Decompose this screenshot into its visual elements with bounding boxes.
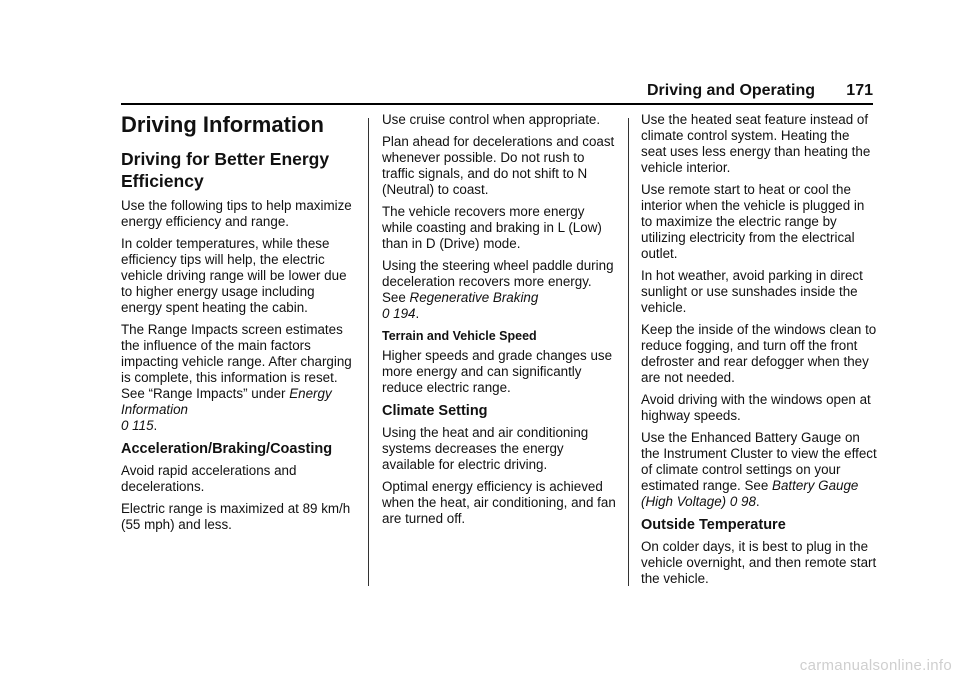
cross-reference-link[interactable]: Battery Gauge (High Voltage) xyxy=(641,478,859,509)
paragraph: Use the Enhanced Battery Gauge on the Instrument Cluster to view the effect of climate control settings on your estimated range. See Battery Gauge (High Voltage) 0 98. xyxy=(641,430,877,509)
paragraph-text: The Range Impacts screen estimates the influence of the main factors impacting vehicle range. After charging is complete, this information is reset. See “Range Impacts” under xyxy=(121,322,352,401)
column-3 xyxy=(641,112,877,593)
subsection-heading: Climate Setting xyxy=(382,403,488,419)
paragraph: The vehicle recovers more energy while coasting and braking in L (Low) than in D (Drive) mode. xyxy=(382,204,602,251)
column-1 xyxy=(121,112,356,539)
paragraph: In colder temperatures, while these efficiency tips will help, the electric vehicle driving range will be lower due to higher energy usage including energy spent heating the cabin. xyxy=(121,236,347,315)
paragraph: Use cruise control when appropriate. xyxy=(382,112,601,127)
chapter-title: Driving Information xyxy=(121,112,324,137)
page-reference[interactable]: 0 115 xyxy=(121,418,154,433)
subsection-heading: Terrain and Vehicle Speed xyxy=(382,329,537,343)
cross-reference-link[interactable]: Energy Information xyxy=(121,386,332,417)
section-title: Driving and Operating xyxy=(646,82,815,99)
cross-reference-link[interactable]: Regenerative Braking xyxy=(409,290,539,305)
page-reference[interactable]: 0 194 xyxy=(382,306,416,321)
paragraph: Using the steering wheel paddle during deceleration recovers more energy. See Regenerative Braking 0 194. xyxy=(382,258,614,321)
paragraph: Electric range is maximized at 89 km/h (55 mph) and less. xyxy=(121,501,351,532)
paragraph: Avoid rapid accelerations and decelerations. xyxy=(121,463,297,494)
paragraph: The Range Impacts screen estimates the influence of the main factors impacting vehicle range. After charging is complete, this information is reset. See “Range Impacts” under Energy Information 0 115. xyxy=(121,322,352,433)
paragraph-text: Use the Enhanced Battery Gauge on the Instrument Cluster to view the effect of climate control settings on your estimated range. See xyxy=(641,430,877,493)
paragraph: Use the heated seat feature instead of climate control system. Heating the seat uses less energy than heating the vehicle interior. xyxy=(641,112,871,175)
subsection-heading: Acceleration/Braking/Coasting xyxy=(121,441,333,457)
subsection-heading: Outside Temperature xyxy=(641,517,786,533)
paragraph-text: Using the steering wheel paddle during deceleration recovers more energy. See xyxy=(382,258,614,305)
paragraph: On colder days, it is best to plug in the vehicle overnight, and then remote start the vehicle. xyxy=(641,539,877,586)
paragraph: Avoid driving with the windows open at highway speeds. xyxy=(641,392,871,423)
paragraph: Optimal energy efficiency is achieved when the heat, air conditioning, and fan are turned off. xyxy=(382,479,616,526)
page-number: 171 xyxy=(846,82,873,99)
column-divider xyxy=(628,118,629,586)
paragraph: Use remote start to heat or cool the interior when the vehicle is plugged in to maximize the electric range by utilizing electricity from the electrical outlet. xyxy=(641,182,865,261)
watermark-text: carmanualsonline.info xyxy=(799,657,952,674)
paragraph: In hot weather, avoid parking in direct sunlight or use sunshades inside the vehicle. xyxy=(641,268,863,315)
paragraph: Keep the inside of the windows clean to reduce fogging, and turn off the front defroster and rear defogger when they are not needed. xyxy=(641,322,877,385)
paragraph: Higher speeds and grade changes use more energy and can significantly reduce electric range. xyxy=(382,348,613,395)
paragraph: Use the following tips to help maximize energy efficiency and range. xyxy=(121,198,352,229)
section-heading: Driving for Better Energy Efficiency xyxy=(121,149,330,191)
column-divider xyxy=(368,118,369,586)
page-reference[interactable]: 0 98 xyxy=(729,494,756,509)
column-2 xyxy=(382,112,617,533)
paragraph: Using the heat and air conditioning systems decreases the energy available for electric driving. xyxy=(382,425,589,472)
paragraph: Plan ahead for decelerations and coast whenever possible. Do not rush to traffic signals, and do not shift to N (Neutral) to coast. xyxy=(382,134,615,197)
page-header xyxy=(121,79,873,105)
